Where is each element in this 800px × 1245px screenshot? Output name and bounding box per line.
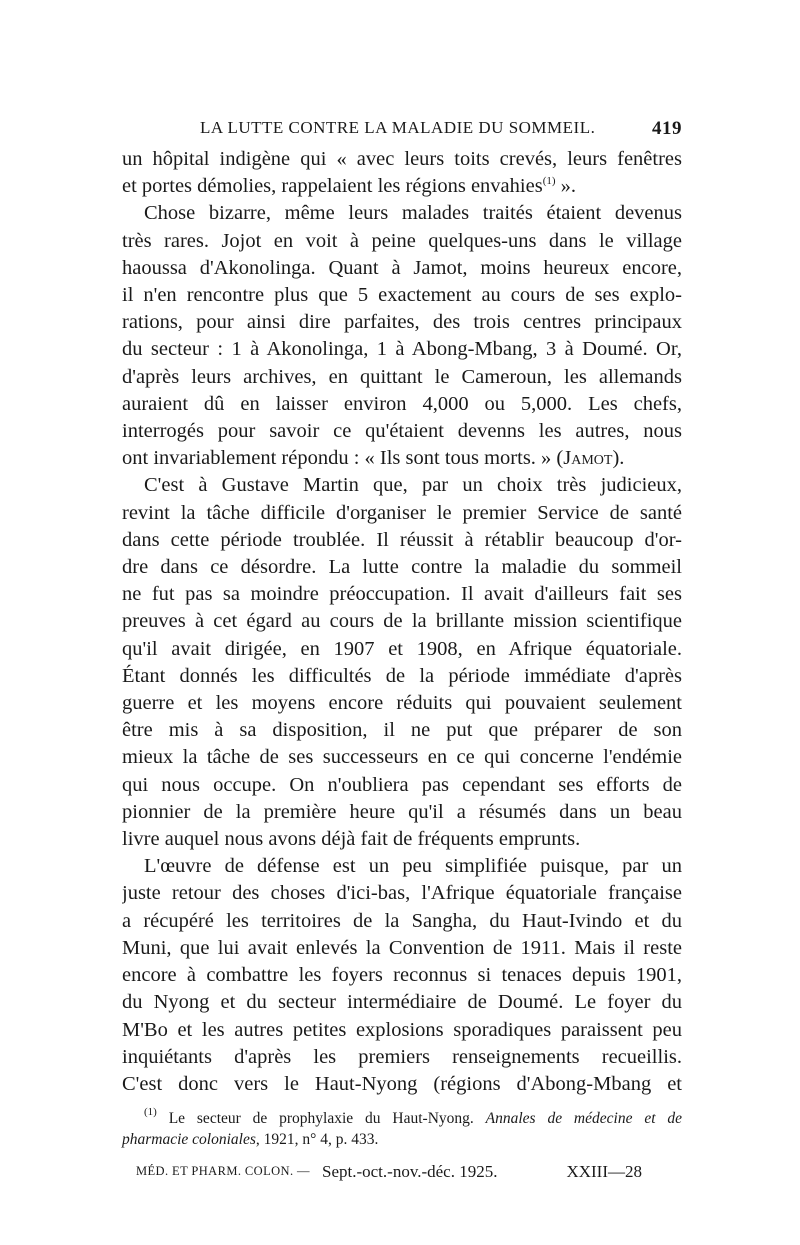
footnote-journal-1: Annales de médecine et de	[485, 1110, 682, 1128]
body-line-text: qu'il avait dirigée, en 1907 et 1908, en Afrique équatoriale.	[122, 637, 682, 660]
body-line	[122, 228, 682, 255]
body-text	[122, 146, 682, 1098]
body-line	[122, 608, 682, 635]
body-line-text: et portes démolies, rappelaient les régions envahies	[122, 175, 543, 198]
body-line-text: dre dans ce désordre. La lutte contre la maladie du sommeil	[122, 556, 682, 579]
body-line-text: juste retour des choses d'ici-bas, l'Afrique équatoriale française	[122, 882, 682, 905]
footer-journal: MÉD. ET PHARM. COLON. —	[136, 1164, 310, 1179]
body-line-text: auraient dû en laisser environ 4,000 ou 5,000. Les chefs,	[122, 392, 682, 415]
footnote-text-2: , 1921, n° 4, p. 433.	[255, 1131, 379, 1149]
author-citation: Jamot	[563, 447, 613, 470]
body-line-text: Muni, que lui avait enlevés la Convention de 1911. Mais il reste	[122, 936, 682, 959]
body-line-text: preuves à cet égard au cours de la brillante mission scientifique	[122, 610, 682, 633]
footer-signature: XXIII—28	[566, 1162, 642, 1182]
body-line-text: L'œuvre de défense est un peu simplifiée puisque, par un	[144, 855, 682, 878]
body-line	[122, 146, 682, 173]
body-line	[122, 309, 682, 336]
body-line	[122, 853, 682, 880]
footnote-reference: (1)	[542, 175, 556, 188]
body-line	[122, 908, 682, 935]
body-line	[122, 962, 682, 989]
body-line-text: mieux la tâche de ses successeurs en ce qui concerne l'endémie	[122, 746, 682, 769]
body-line	[122, 772, 682, 799]
body-line	[122, 826, 682, 853]
body-line	[122, 282, 682, 309]
footer-date: Sept.-oct.-nov.-déc. 1925.	[322, 1162, 498, 1182]
body-line	[122, 989, 682, 1016]
body-line	[122, 799, 682, 826]
body-line-text: Étant donnés les difficultés de la période immédiate d'après	[122, 664, 682, 687]
body-line-text: ont invariablement répondu : « Ils sont tous morts. » (	[122, 447, 564, 470]
body-line-text: inquiétants d'après les premiers renseignements recueillis.	[122, 1045, 682, 1068]
body-line	[122, 391, 682, 418]
body-line-text: C'est donc vers le Haut-Nyong (régions d'Abong-Mbang et	[122, 1072, 682, 1095]
body-line-text: très rares. Jojot en voit à peine quelques-uns dans le village	[122, 229, 682, 252]
running-head	[122, 112, 682, 146]
body-line	[122, 336, 682, 363]
body-line-text: dans cette période troublée. Il réussit à rétablir beaucoup d'or-	[122, 528, 682, 551]
body-line	[122, 1044, 682, 1071]
page-number: 419	[652, 118, 682, 139]
body-line-text: livre auquel nous avons déjà fait de fréquents emprunts.	[122, 828, 581, 851]
footnote-journal-2: pharmacie coloniales	[122, 1131, 256, 1149]
body-line-text: interrogés pour savoir ce qu'étaient devenns les autres, nous	[122, 420, 682, 443]
body-line-text: guerre et les moyens encore réduits qui pouvaient seulement	[122, 692, 682, 715]
body-line-text: rations, pour ainsi dire parfaites, des trois centres principaux	[122, 311, 682, 334]
body-line	[122, 554, 682, 581]
body-line	[122, 636, 682, 663]
body-line-text: être mis à sa disposition, il ne put que préparer de son	[122, 719, 682, 742]
body-line	[122, 418, 682, 445]
body-line	[122, 744, 682, 771]
body-line-text: qui nous occupe. On n'oubliera pas cependant ses efforts de	[122, 773, 682, 796]
footnote	[122, 1108, 682, 1150]
body-line	[122, 200, 682, 227]
body-line-text: pionnier de la première heure qu'il a résumés dans un beau	[122, 800, 682, 823]
body-line-text: du Nyong et du secteur intermédiaire de Doumé. Le foyer du	[122, 991, 682, 1014]
body-line-text: un hôpital indigène qui « avec leurs toits crevés, leurs fenêtres	[122, 148, 682, 170]
body-line-text: encore à combattre les foyers reconnus si tenaces depuis 1901,	[122, 964, 682, 987]
body-line-text: M'Bo et les autres petites explosions sporadiques paraissent peu	[122, 1018, 682, 1041]
body-line-text: C'est à Gustave Martin que, par un choix très judicieux,	[144, 474, 682, 497]
body-line	[122, 880, 682, 907]
body-line	[122, 1071, 682, 1098]
body-line	[122, 690, 682, 717]
body-line	[122, 581, 682, 608]
body-line-text: haoussa d'Akonolinga. Quant à Jamot, moins heureux encore,	[122, 256, 682, 279]
body-line-text: il n'en rencontre plus que 5 exactement au cours de ses explo-	[122, 284, 682, 307]
running-title: LA LUTTE CONTRE LA MALADIE DU SOMMEIL.	[200, 118, 596, 137]
page-footer	[122, 1162, 682, 1186]
footnote-line-2	[122, 1129, 682, 1150]
body-line-text: d'après leurs archives, en quittant le Cameroun, les allemands	[122, 365, 682, 388]
body-line-text: a récupéré les territoires de la Sangha, du Haut-Ivindo et du	[122, 909, 682, 932]
body-line-tail: ).	[612, 447, 625, 470]
body-line	[122, 255, 682, 282]
body-line-text: ne fut pas sa moindre préoccupation. Il avait d'ailleurs fait ses	[122, 583, 682, 606]
body-line-text: revint la tâche difficile d'organiser le premier Service de santé	[122, 501, 682, 524]
body-line	[122, 527, 682, 554]
body-line-tail: ».	[555, 175, 577, 198]
body-line	[122, 472, 682, 499]
footnote-marker: (1)	[144, 1106, 157, 1119]
body-paragraphs	[122, 146, 682, 1098]
body-line	[122, 445, 682, 472]
body-line	[122, 364, 682, 391]
body-line-text: Chose bizarre, même leurs malades traités étaient devenus	[144, 202, 682, 225]
body-line	[122, 717, 682, 744]
book-page	[122, 112, 682, 1186]
body-line-text: du secteur : 1 à Akonolinga, 1 à Abong-Mbang, 3 à Doumé. Or,	[122, 338, 682, 361]
body-line	[122, 173, 682, 200]
body-line	[122, 663, 682, 690]
body-line	[122, 935, 682, 962]
footnote-line-1	[122, 1108, 682, 1129]
footnote-text-1: Le secteur de prophylaxie du Haut-Nyong.	[156, 1110, 486, 1128]
body-line	[122, 1017, 682, 1044]
body-line	[122, 500, 682, 527]
